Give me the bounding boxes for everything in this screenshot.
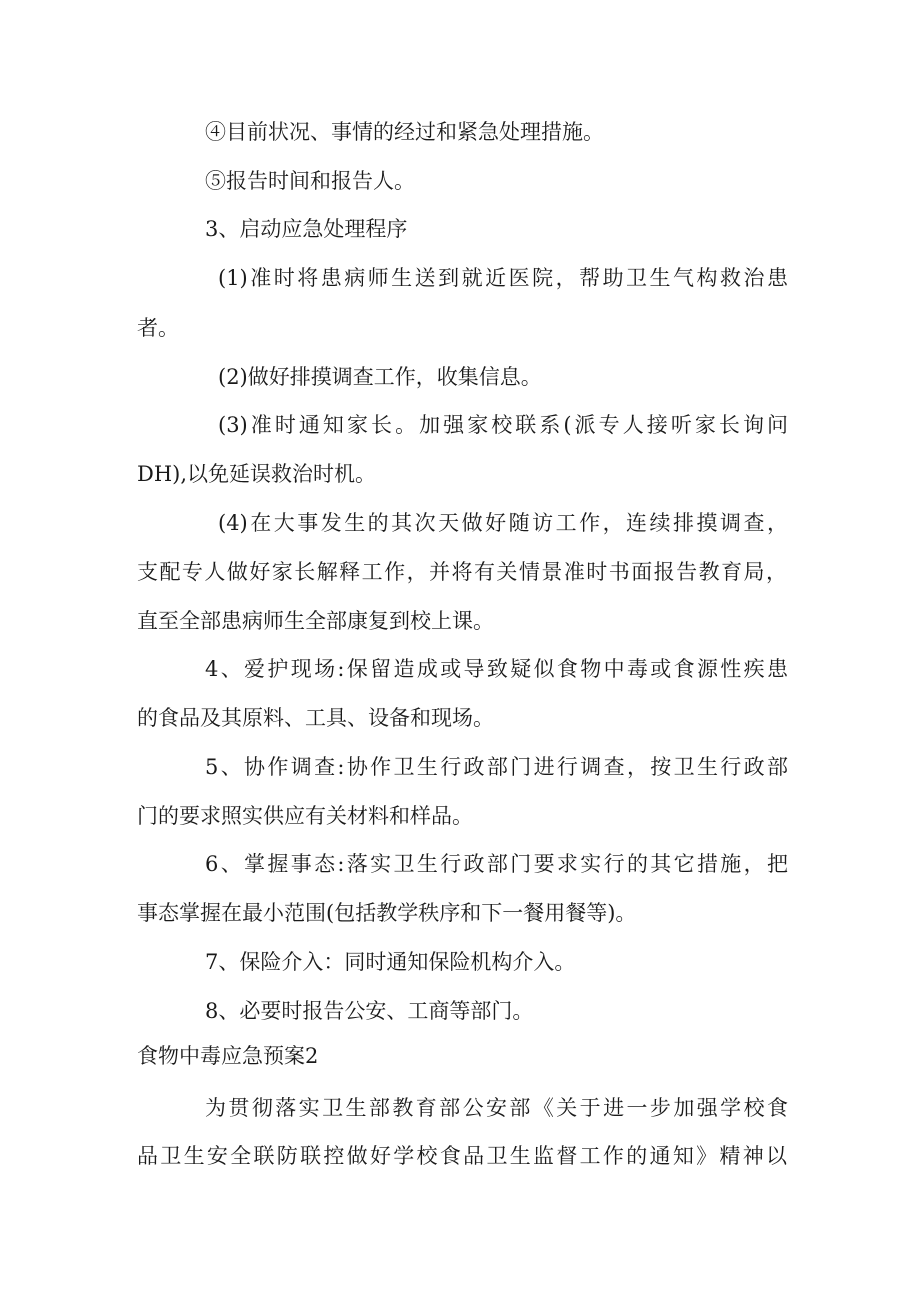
item-8-report-police: 8、必要时报告公安、工商等部门。 [205, 999, 534, 1023]
item-4-protect-site-line-1: 4、爱护现场:保留造成或导致疑似食物中毒或食源性疾患 [205, 657, 788, 681]
section-title-plan-2: 食物中毒应急预案2 [137, 1044, 319, 1068]
item-6-control-line-2: 事态掌握在最小范围(包括教学秩序和下一餐用餐等)。 [137, 901, 637, 925]
step-3-line-2: DH),以免延误救治时机。 [137, 462, 377, 486]
item-7-insurance: 7、保险介入：同时通知保险机构介入。 [205, 950, 576, 974]
step-4-line-2: 支配专人做好家长解释工作，并将有关情景准时书面报告教育局， [137, 560, 787, 584]
item-4-current-status: ④目前状况、事情的经过和紧急处理措施。 [205, 120, 604, 144]
item-4-protect-site-line-2: 的食品及其原料、工具、设备和现场。 [137, 706, 494, 730]
step-1-line-2: 者。 [137, 316, 179, 340]
step-2-text: (2)做好排摸调查工作，收集信息。 [218, 365, 542, 389]
item-5-cooperate-line-2: 门的要求照实供应有关材料和样品。 [137, 804, 473, 828]
item-5-cooperate-line-1: 5、协作调查:协作卫生行政部门进行调查，按卫生行政部 [205, 755, 788, 779]
item-6-control-line-1: 6、掌握事态:落实卫生行政部门要求实行的其它措施，把 [205, 852, 788, 876]
plan-2-intro-line-2: 品卫生安全联防联控做好学校食品卫生监督工作的通知》精神以 [137, 1144, 787, 1168]
section-3-heading: 3、启动应急处理程序 [205, 217, 408, 241]
step-4-line-3: 直至全部患病师生全部康复到校上课。 [137, 609, 494, 633]
step-3-line-1: (3)准时通知家长。加强家校联系(派专人接听家长询问 [218, 413, 788, 437]
plan-2-intro-line-1: 为贯彻落实卫生部教育部公安部《关于进一步加强学校食 [205, 1096, 788, 1120]
step-4-line-1: (4)在大事发生的其次天做好随访工作，连续排摸调查， [218, 511, 788, 535]
item-5-report-time: ⑤报告时间和报告人。 [205, 169, 415, 193]
step-1-line-1: (1)准时将患病师生送到就近医院，帮助卫生气构救治患 [218, 266, 788, 290]
